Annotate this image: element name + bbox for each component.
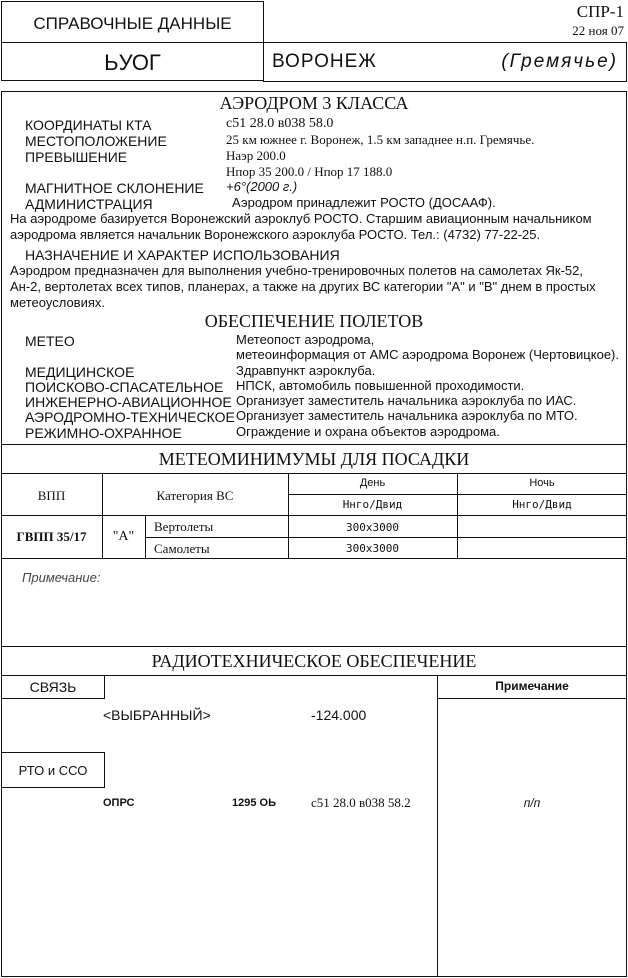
field-value-coords: с51 28.0 в038 58.0 <box>226 116 334 131</box>
field-value-threshold: Нпор 35 200.0 / Нпор 17 188.0 <box>226 164 393 179</box>
support-label-engineering: ИНЖЕНЕРНО-АВИАЦИОННОЕ <box>25 394 232 410</box>
divider <box>1 444 627 445</box>
field-value-admin: Аэродром принадлежит РОСТО (ДОСААФ). <box>232 195 496 210</box>
minima-row-day: 300x3000 <box>346 521 399 534</box>
divider <box>1 42 264 43</box>
admin-text-2: аэродрома является начальник Воронежского аэроклуба РОСТО. Тел.: (4732) 77-22-25. <box>10 227 541 242</box>
minima-row-type: Самолеты <box>154 541 210 556</box>
col-header-night: Ночь <box>529 477 555 489</box>
comm-label: СВЯЗЬ <box>29 679 77 695</box>
support-label-meteo: МЕТЕО <box>25 333 75 349</box>
table-bottom-line <box>1 558 627 559</box>
ndb-note: п/п <box>523 796 541 810</box>
minima-title: МЕТЕОМИНИМУМЫ ДЛЯ ПОСАДКИ <box>158 449 470 469</box>
subheader-day: Ннго/Двид <box>342 498 403 511</box>
support-label-sar: ПОИСКОВО-СПАСАТЕЛЬНОЕ <box>25 379 224 395</box>
runway-designator: ГВПП 35/17 <box>16 529 87 544</box>
purpose-title: НАЗНАЧЕНИЕ И ХАРАКТЕР ИСПОЛЬЗОВАНИЯ <box>25 247 340 263</box>
radio-note-divider <box>437 675 438 977</box>
support-value-sar: НПСК, автомобиль повышенной проходимости. <box>236 378 525 393</box>
support-label-medical: МЕДИЦИНСКОЕ <box>25 364 135 380</box>
purpose-text-3: метеоусловиях. <box>10 295 105 310</box>
field-label-admin: АДМИНИСТРАЦИЯ <box>25 196 153 212</box>
selected-channel-freq: -124.000 <box>311 707 367 723</box>
city-name: ВОРОНЕЖ <box>272 51 377 72</box>
minima-row-type: Вертолеты <box>154 519 214 534</box>
table-col-divider <box>102 473 103 558</box>
field-label-elevation: ПРЕВЫШЕНИЕ <box>25 149 128 165</box>
support-value-medical: Здравпункт аэроклуба. <box>236 363 376 378</box>
field-value-location: 25 км южнее г. Воронеж, 1.5 км западнее н.п. Гремячье. <box>226 132 535 147</box>
admin-text-1: На аэродроме базируется Воронежский аэроклуб РОСТО. Старшим авиационным начальником <box>10 211 592 226</box>
purpose-text-1: Аэродром предназначен для выполнения учебно-тренировочных полетов на самолетах Як-52, <box>10 263 583 278</box>
divider <box>1 646 627 647</box>
ndb-name: ОПРС <box>103 797 135 809</box>
support-label-security: РЕЖИМНО-ОХРАННОЕ <box>25 425 182 441</box>
aerodrome-class-title: АЭРОДРОМ 3 КЛАССА <box>219 93 409 113</box>
flight-support-title: ОБЕСПЕЧЕНИЕ ПОЛЕТОВ <box>204 311 424 331</box>
col-header-runway: ВПП <box>37 488 66 503</box>
page-code: СПР-1 <box>576 2 624 21</box>
purpose-text-2: Ан-2, вертолетах всех типов, планерах, а также на других ВС категории "А" и "В" днем в простых <box>10 279 596 294</box>
support-value-meteo: Метеопост аэродрома, <box>236 332 375 347</box>
table-col-divider <box>145 515 146 558</box>
ndb-frequency: 1295 ОЬ <box>232 797 276 809</box>
support-value-security: Ограждение и охрана объектов аэродрома. <box>236 424 500 439</box>
radio-note-header: Примечание <box>495 679 569 693</box>
selected-channel-label: <ВЫБРАННЫЙ> <box>103 707 211 723</box>
field-label-location: МЕСТОПОЛОЖЕНИЕ <box>25 133 167 149</box>
page-date: 22 ноя 07 <box>572 23 624 38</box>
support-value-meteo-2: метеоинформация от АМС аэродрома Воронеж (Чертовицкое). <box>236 347 619 362</box>
field-value-magvar: +6°(2000 г.) <box>226 179 298 194</box>
radio-title: РАДИОТЕХНИЧЕСКОЕ ОБЕСПЕЧЕНИЕ <box>151 651 477 671</box>
ndb-coordinates: с51 28.0 в038 58.2 <box>311 795 411 810</box>
field-label-coords: КООРДИНАТЫ КТА <box>25 117 152 133</box>
support-value-engineering: Организует заместитель начальника аэроклуба по ИАС. <box>236 393 577 408</box>
col-header-category: Категория ВС <box>156 488 234 503</box>
subheader-night: Ннго/Двид <box>512 498 572 511</box>
field-value-elevation: Нaэр 200.0 <box>226 148 286 163</box>
table-header-bottom <box>1 515 627 516</box>
aerodrome-name: (Гремячье) <box>501 51 618 72</box>
support-value-technical: Организует заместитель начальника аэроклуба по МТО. <box>236 408 578 423</box>
divider <box>437 698 627 699</box>
support-label-technical: АЭРОДРОМНО-ТЕХНИЧЕСКОЕ <box>25 409 235 425</box>
table-top-line <box>1 473 627 474</box>
doc-type: СПРАВОЧНЫЕ ДАННЫЕ <box>33 14 232 33</box>
icao-code: ЬУОГ <box>104 50 161 75</box>
field-label-magvar: МАГНИТНОЕ СКЛОНЕНИЕ <box>25 180 204 196</box>
rto-label: РТО и ССО <box>18 763 88 778</box>
col-header-day: День <box>359 477 386 489</box>
category-value: "А" <box>112 529 135 544</box>
table-row-divider <box>145 537 627 538</box>
minima-row-day: 300x3000 <box>346 542 399 555</box>
minima-note-label: Примечание: <box>22 570 101 585</box>
